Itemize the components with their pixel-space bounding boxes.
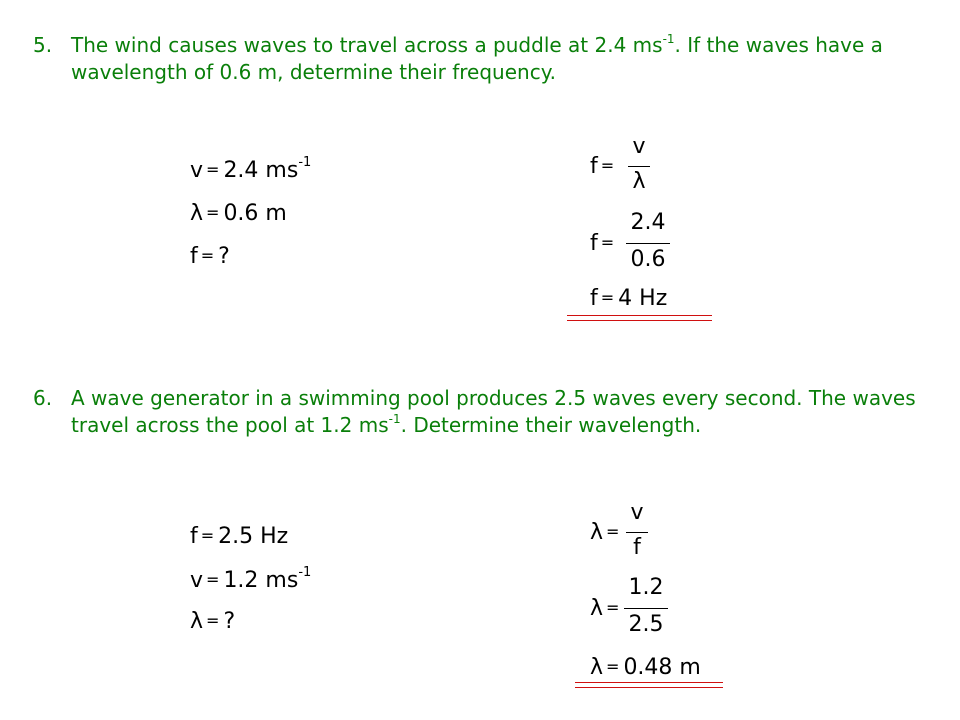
q6-answer-underline-top [575,682,723,683]
q5-substitution-numerator: 2.4 [630,210,666,235]
fraction-bar [626,243,670,244]
q5-substitution-denominator: 0.6 [630,247,666,272]
q6-given-f: f = 2.5 Hz [190,524,289,549]
fraction-bar [624,608,668,609]
q5-answer: f = 4 Hz [590,286,668,311]
q6-substitution-numerator: 1.2 [628,575,664,600]
q5-given-lambda: λ = 0.6 m [190,201,287,226]
q5-given-v: v = 2.4 $ms^{-1}$ [190,154,312,183]
q6-formula-denominator: f [633,535,641,560]
q6-answer: λ = 0.48 m [590,655,701,680]
q5-formula-numerator: v [632,134,646,159]
question-5-text: The wind causes waves to travel across a puddle at 2.4 $ms^{-1}$. If the waves have a wavelength of 0.6 m, determine their frequency. [71,32,883,84]
fraction-bar [628,166,650,167]
question-5-number: 5. [33,33,53,57]
fraction-bar [626,532,648,533]
q6-answer-underline-bottom [575,687,723,688]
question-6-number: 6. [33,386,53,410]
q5-answer-underline-top [567,315,712,316]
q6-formula: λ = v f [590,500,670,564]
q6-substitution: λ = 1.2 2.5 [590,575,690,641]
q5-substitution: f = 2.4 0.6 [590,210,690,276]
q6-given-v: v = 1.2 $ms^{-1}$ [190,564,312,593]
q6-substitution-denominator: 2.5 [628,612,664,637]
q5-formula: f = v λ [590,134,670,196]
q6-given-lambda: λ = ? [190,609,236,634]
q5-formula-denominator: λ [632,169,646,194]
q5-answer-underline-bottom [567,320,712,321]
q5-given-f: f = ? [190,244,230,269]
question-6-text: A wave generator in a swimming pool produces 2.5 waves every second. The waves travel across the pool at 1.2 $ms^{-1}$. Determine their wavelength. [71,386,916,437]
q6-formula-numerator: v [630,500,644,525]
